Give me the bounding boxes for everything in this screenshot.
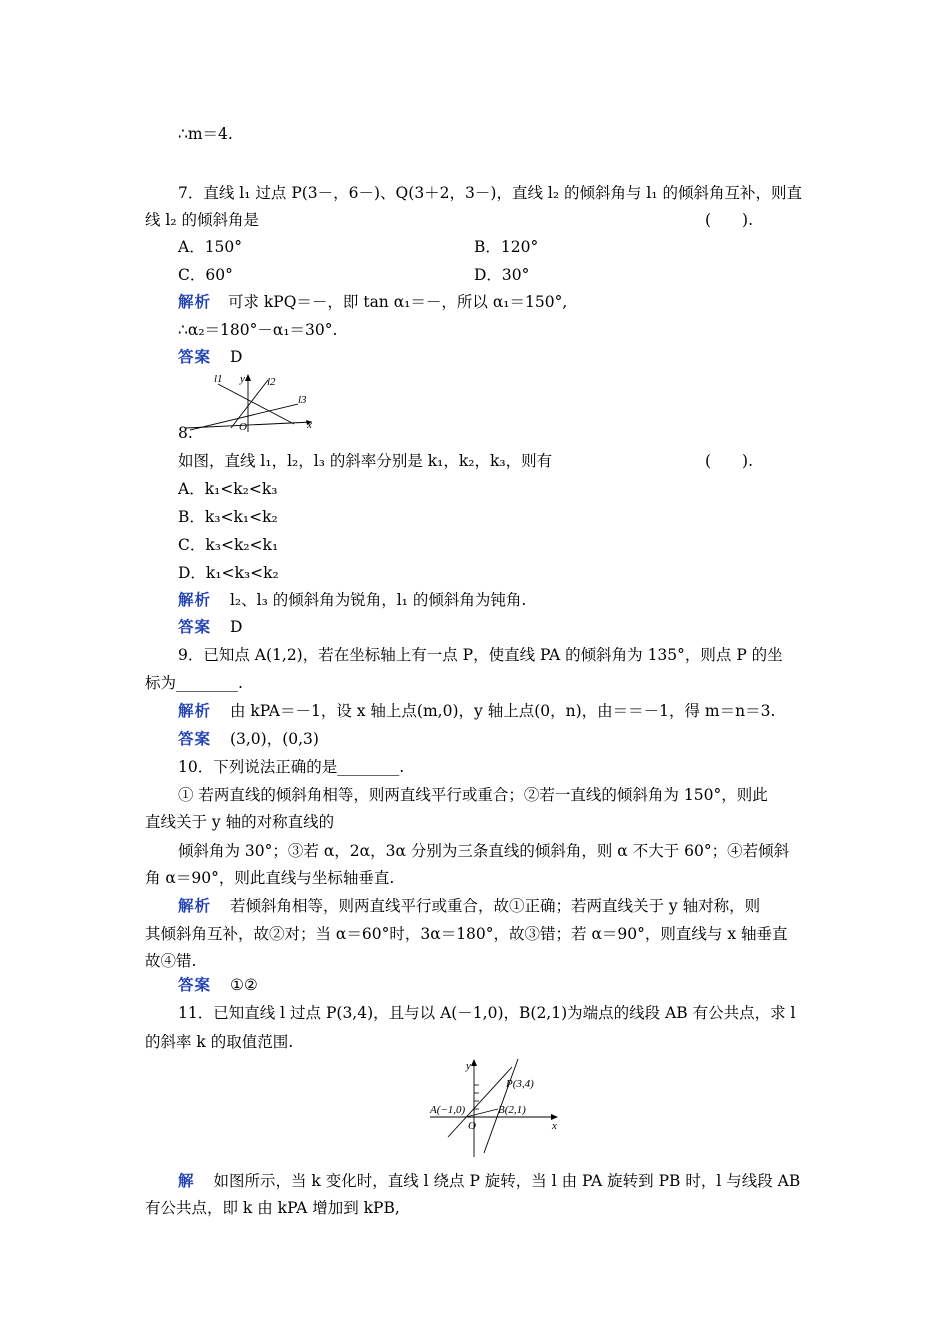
question-10-line5: 角 α＝90°，则此直线与坐标轴垂直.: [145, 869, 395, 887]
figure-label: O: [468, 1120, 476, 1132]
question-10-line1: 10．下列说法正确的是________.: [178, 758, 405, 776]
answer-line: [178, 729, 319, 749]
figure-label: y: [466, 1060, 471, 1072]
answer-text: (3,0)，(0,3): [229, 730, 319, 748]
analysis-text: l₂、l₃ 的倾斜角为锐角，l₁ 的倾斜角为钝角.: [229, 591, 527, 609]
option-b: B．k₃<k₁<k₂: [178, 508, 278, 526]
question-11-line2: 的斜率 k 的取值范围.: [145, 1033, 294, 1051]
option-d: D．k₁<k₃<k₂: [178, 564, 279, 582]
question-8-number: 8.: [178, 424, 193, 442]
analysis-line: [178, 292, 567, 312]
question-9-line2: 标为________.: [145, 674, 243, 692]
analysis-line: [178, 590, 526, 610]
analysis-text: 可求 kPQ＝－，即 tan α₁＝－，所以 α₁＝150°,: [227, 293, 568, 311]
analysis-text: 若倾斜角相等，则两直线平行或重合，故①正确；若两直线关于 y 轴对称，则: [229, 897, 761, 915]
option-d: D．30°: [474, 266, 530, 284]
analysis-label: 解析: [178, 701, 212, 720]
answer-line: [178, 975, 258, 995]
analysis-label: 解析: [178, 590, 212, 609]
answer-text: ①②: [229, 976, 258, 994]
question-10-line2: ① 若两直线的倾斜角相等，则两直线平行或重合；②若一直线的倾斜角为 150°，则此: [178, 786, 768, 804]
answer-blank: ( ).: [705, 211, 754, 229]
option-c: C．k₃<k₂<k₁: [178, 536, 279, 554]
answer-label: 答案: [178, 347, 212, 366]
answer-label: 答案: [178, 975, 212, 994]
solution-label: 解: [178, 1171, 195, 1190]
figure-11: [428, 1055, 564, 1159]
answer-blank: ( ).: [705, 452, 754, 470]
figure-label: x: [307, 419, 312, 431]
figure-label: A(−1,0): [430, 1104, 466, 1116]
analysis-line: [178, 896, 760, 916]
figure-label: l2: [267, 376, 276, 388]
figure-8: [186, 372, 318, 434]
question-10-line3: 直线关于 y 轴的对称直线的: [145, 813, 335, 831]
answer-label: 答案: [178, 729, 212, 748]
analysis-text: 由 kPA＝－1，设 x 轴上点(m,0)，y 轴上点(0，n)，由＝＝－1，得 m＝n＝3.: [229, 702, 776, 720]
question-7-line2: 线 l₂ 的倾斜角是: [145, 211, 260, 229]
answer-line: [178, 617, 242, 637]
option-a: A．150°: [178, 238, 243, 256]
figure-label: P(3,4): [506, 1078, 534, 1090]
figure-label: x: [552, 1120, 557, 1132]
analysis-label: 解析: [178, 292, 212, 311]
solution-line: [178, 1171, 800, 1191]
answer-text: D: [229, 618, 243, 636]
text-line: ∴m＝4.: [178, 125, 233, 143]
question-10-line4: 倾斜角为 30°；③若 α，2α，3α 分别为三条直线的倾斜角，则 α 不大于 60°；④若倾斜: [178, 842, 790, 860]
figure-label: y: [240, 373, 245, 385]
question-7-line1: 7．直线 l₁ 过点 P(3－，6－)、Q(3＋2，3－)，直线 l₂ 的倾斜角与 l₁ 的倾斜角互补，则直: [178, 184, 802, 202]
option-c: C．60°: [178, 266, 233, 284]
figure-label: O: [239, 421, 247, 433]
answer-label: 答案: [178, 617, 212, 636]
option-a: A．k₁<k₂<k₃: [178, 480, 278, 498]
analysis-label: 解析: [178, 896, 212, 915]
solution-text: 有公共点，即 k 由 kPA 增加到 kPB,: [145, 1199, 400, 1217]
solution-text: 如图所示，当 k 变化时，直线 l 绕点 P 旋转，当 l 由 PA 旋转到 PB 时，l 与线段 AB: [213, 1172, 801, 1190]
question-11-line1: 11．已知直线 l 过点 P(3,4)，且与以 A(－1,0)，B(2,1)为端点的线段 AB 有公共点，求 l: [178, 1004, 796, 1022]
analysis-text: ∴α₂＝180°－α₁＝30°.: [178, 321, 338, 339]
figure-label: l3: [298, 394, 307, 406]
figure-label: l1: [214, 373, 223, 385]
question-9-line1: 9．已知点 A(1,2)，若在坐标轴上有一点 P，使直线 PA 的倾斜角为 135°，则点 P 的坐: [178, 646, 783, 664]
analysis-text: 故④错.: [145, 952, 197, 970]
answer-text: D: [229, 348, 243, 366]
analysis-text: 其倾斜角互补，故②对；当 α＝60°时，3α＝180°，故③错；若 α＝90°，则直线与 x 轴垂直: [145, 925, 788, 943]
question-8-text: 如图，直线 l₁，l₂，l₃ 的斜率分别是 k₁，k₂，k₃，则有: [178, 452, 553, 470]
answer-line: [178, 347, 242, 367]
option-b: B．120°: [474, 238, 539, 256]
figure-label: B(2,1): [498, 1104, 526, 1116]
analysis-line: [178, 701, 775, 721]
